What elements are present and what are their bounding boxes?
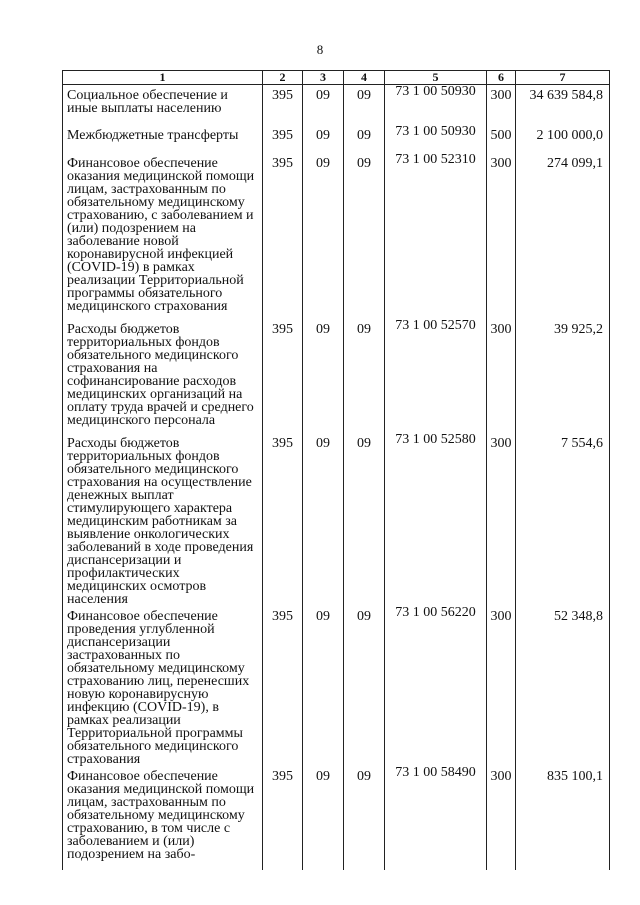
column-header: 6: [487, 71, 516, 85]
cell-col3: 09: [303, 606, 344, 766]
cell-col3: 09: [303, 153, 344, 319]
table-row: [63, 766, 610, 870]
cell-amount: 39 925,2: [516, 319, 610, 433]
cell-col4: 09: [344, 766, 385, 870]
cell-col2: 395: [263, 85, 303, 125]
cell-col6: 300: [487, 606, 516, 766]
cell-code: 73 1 00 50930: [385, 125, 487, 153]
cell-amount: 835 100,1: [516, 766, 610, 870]
row-name: Социальное обеспечение и иные выплаты населению: [63, 85, 263, 125]
column-header: 5: [385, 71, 487, 85]
cell-code: 73 1 00 56220: [385, 606, 487, 766]
cell-code: 73 1 00 52570: [385, 319, 487, 433]
column-header: 3: [303, 71, 344, 85]
column-header: 1: [63, 71, 263, 85]
cell-col6: 300: [487, 433, 516, 606]
row-name: Финансовое обеспечение проведения углубленной диспансеризации застрахованных по обязательному медицинскому страхованию лиц, перенесших новую коронавирусную инфекцию (COVID-19), в рамках реализации Территориальной программы обязательного медицинского страхования: [63, 606, 263, 766]
cell-code: 73 1 00 52310: [385, 153, 487, 319]
cell-col2: 395: [263, 153, 303, 319]
column-header: 7: [516, 71, 610, 85]
table-row: [63, 606, 610, 766]
cell-col6: 300: [487, 766, 516, 870]
cell-amount: 274 099,1: [516, 153, 610, 319]
cell-amount: 7 554,6: [516, 433, 610, 606]
cell-col2: 395: [263, 766, 303, 870]
cell-col3: 09: [303, 433, 344, 606]
cell-col4: 09: [344, 85, 385, 125]
cell-code: 73 1 00 50930: [385, 85, 487, 125]
column-header: 2: [263, 71, 303, 85]
table-row: [63, 125, 610, 153]
cell-amount: 34 639 584,8: [516, 85, 610, 125]
table-row: [63, 433, 610, 606]
cell-col4: 09: [344, 606, 385, 766]
cell-col2: 395: [263, 433, 303, 606]
cell-col2: 395: [263, 606, 303, 766]
page-number: 8: [316, 42, 324, 57]
cell-col6: 300: [487, 153, 516, 319]
cell-code: 73 1 00 52580: [385, 433, 487, 606]
cell-amount: 52 348,8: [516, 606, 610, 766]
cell-col4: 09: [344, 153, 385, 319]
column-number-row: [63, 71, 610, 85]
table-row: [63, 319, 610, 433]
cell-col4: 09: [344, 319, 385, 433]
cell-col2: 395: [263, 125, 303, 153]
column-header: 4: [344, 71, 385, 85]
table-row: [63, 85, 610, 125]
cell-col3: 09: [303, 125, 344, 153]
table-row: [63, 153, 610, 319]
cell-col6: 500: [487, 125, 516, 153]
cell-code: 73 1 00 58490: [385, 766, 487, 870]
cell-col3: 09: [303, 766, 344, 870]
cell-col4: 09: [344, 433, 385, 606]
cell-col4: 09: [344, 125, 385, 153]
budget-table: [62, 70, 610, 870]
row-name: Расходы бюджетов территориальных фондов обязательного медицинского страхования на софинансирование расходов медицинских организаций на оплату труда врачей и среднего медицинского персонала: [63, 319, 263, 433]
row-name: Финансовое обеспечение оказания медицинской помощи лицам, застрахованным по обязательному медицинскому страхованию, в том числе с заболеванием и (или) подозрением на забо-: [63, 766, 263, 870]
cell-col2: 395: [263, 319, 303, 433]
cell-col3: 09: [303, 319, 344, 433]
row-name: Расходы бюджетов территориальных фондов обязательного медицинского страхования на осуществление денежных выплат стимулирующего характера медицинским работникам за выявление онкологических заболеваний в ходе проведения диспансеризации и профилактических медицинских осмотров населения: [63, 433, 263, 606]
row-name: Межбюджетные трансферты: [63, 125, 263, 153]
cell-amount: 2 100 000,0: [516, 125, 610, 153]
cell-col6: 300: [487, 85, 516, 125]
row-name: Финансовое обеспечение оказания медицинской помощи лицам, застрахованным по обязательному медицинскому страхованию, с заболеванием и (или) подозрением на заболевание новой коронавирусной инфекцией (COVID-19) в рамках реализации Территориальной программы обязательного медицинского страхования: [63, 153, 263, 319]
cell-col3: 09: [303, 85, 344, 125]
cell-col6: 300: [487, 319, 516, 433]
